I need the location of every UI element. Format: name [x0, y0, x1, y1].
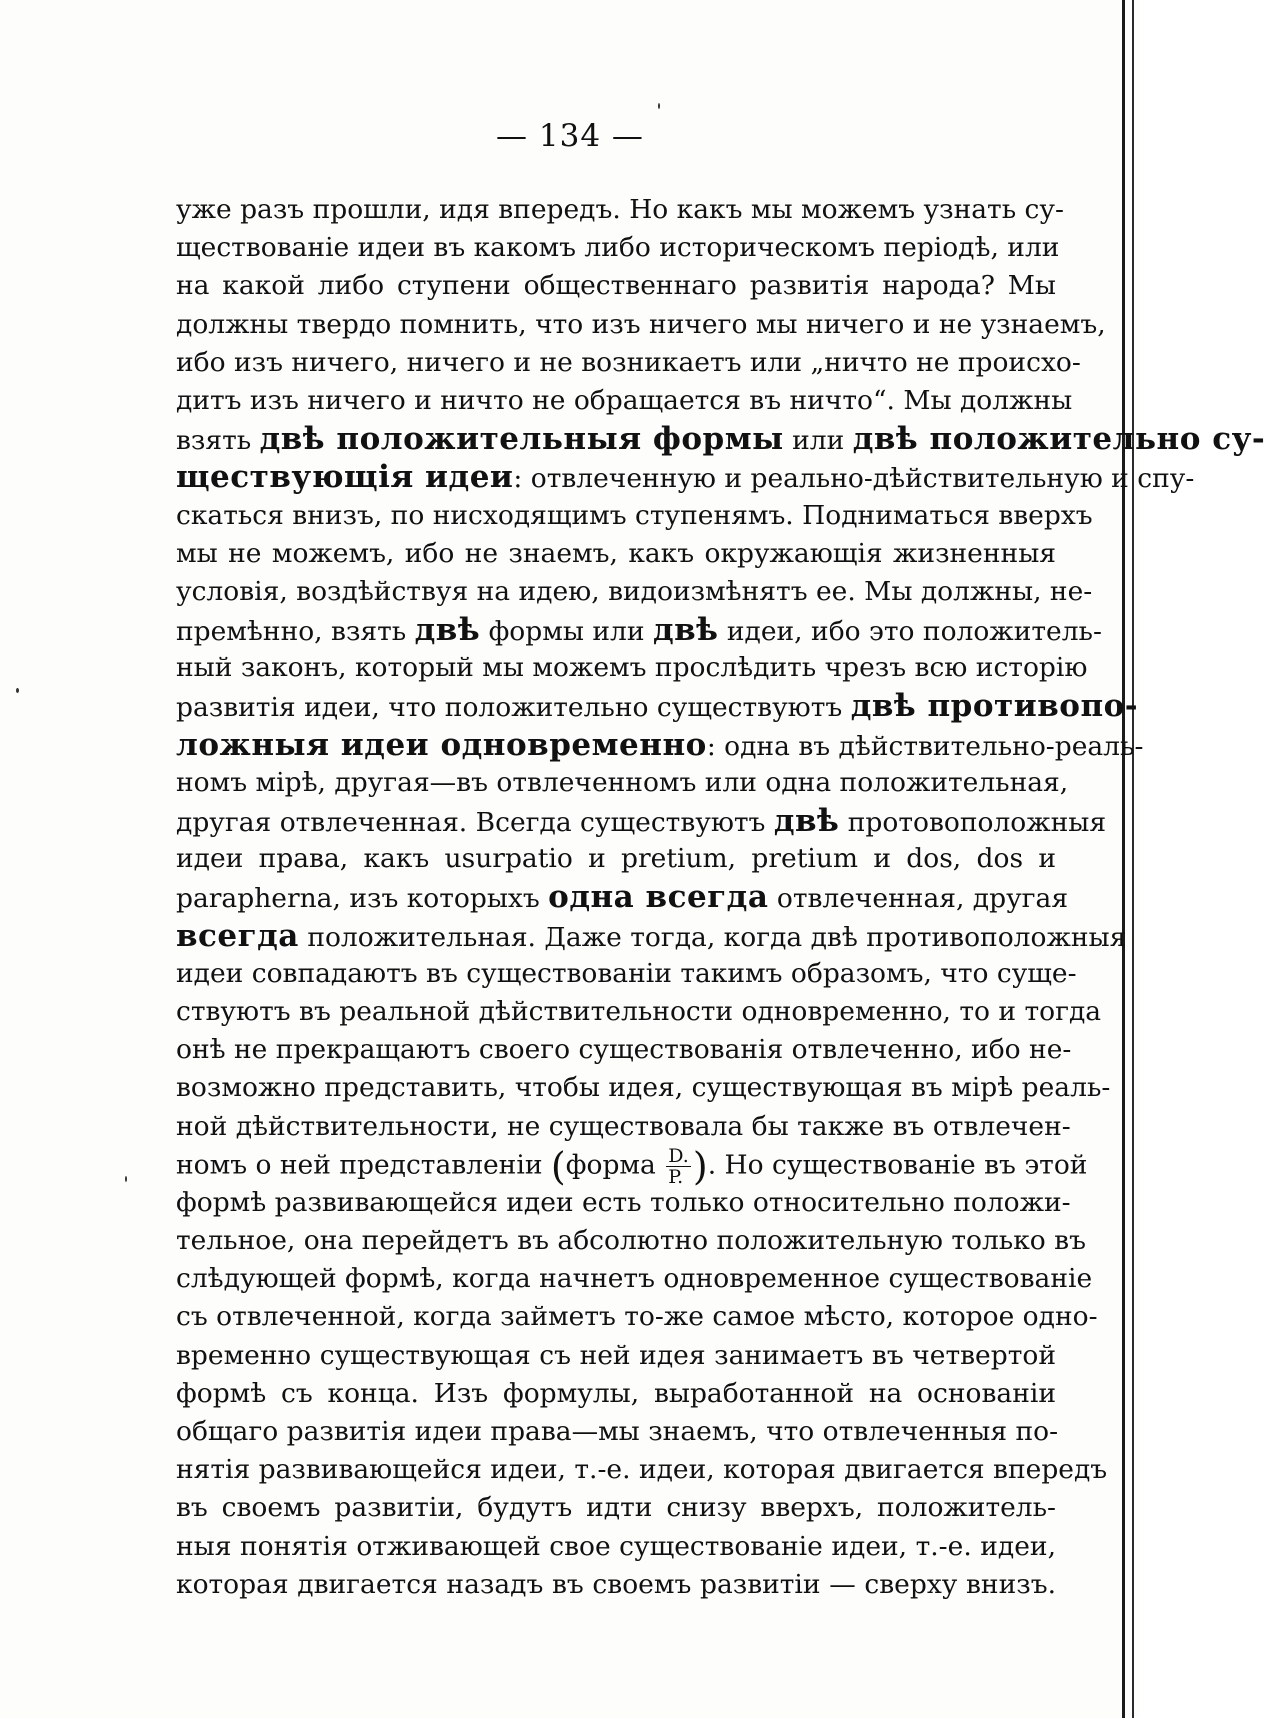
emphasized-text: двѣ: [652, 612, 719, 649]
fraction-denominator: P.: [668, 1165, 684, 1188]
text-segment: условія, воздѣйствуя на идею, видоизмѣнятъ ее. Мы должны, не-: [176, 575, 1093, 607]
text-line: [176, 344, 1081, 382]
ink-speck: [16, 688, 19, 693]
text-segment: общаго развитія идеи права—мы знаемъ, что отвлеченныя по-: [176, 1416, 1059, 1447]
fraction: [666, 1146, 691, 1187]
text-line: [176, 229, 1060, 267]
page-edge-line-outer: [1132, 0, 1134, 1718]
text-segment: или: [783, 425, 853, 457]
emphasized-text: двѣ положительныя формы: [259, 421, 784, 458]
emphasized-text: двѣ: [773, 803, 840, 839]
text-segment: дитъ изъ ничего и ничто не обращается въ ничто“. Мы должны: [176, 384, 1073, 416]
text-segment: идеи, ибо это положитель-: [718, 616, 1102, 648]
text-segment: ибо изъ ничего, ничего и не возникаетъ или „ничто не происхо-: [176, 346, 1081, 378]
text-line: [176, 726, 1144, 764]
emphasized-text: одна всегда: [548, 879, 769, 916]
text-line: [176, 687, 1139, 725]
ink-speck: [125, 1176, 127, 1182]
page-edge-line: [1122, 0, 1125, 1718]
ink-speck: [658, 103, 660, 109]
text-line: [176, 1298, 1098, 1336]
text-line: [176, 1108, 1071, 1146]
text-segment: развитія идеи, что положительно существуютъ: [176, 692, 851, 724]
text-segment: премѣнно, взять: [176, 616, 415, 648]
emphasized-text: всегда: [176, 917, 299, 954]
text-line: [176, 1222, 1086, 1260]
text-segment: номъ о ней представленіи: [176, 1149, 551, 1181]
text-line: [176, 1375, 1056, 1413]
text-segment: слѣдующей формѣ, когда начнетъ одновременное существованіе: [176, 1263, 1093, 1295]
text-line: [176, 382, 1073, 420]
parenthesis: ): [692, 1144, 708, 1189]
text-segment: взять: [176, 425, 260, 457]
text-line: [176, 535, 1056, 573]
text-segment: временно существующая съ ней идея занимаетъ въ четвертой: [176, 1339, 1056, 1371]
text-segment: мы не можемъ, ибо не знаемъ, какъ окружающія жизненныя: [176, 537, 1056, 569]
text-line: [176, 306, 1106, 344]
text-line: [176, 191, 1064, 229]
text-segment: должны твердо помнить, что изъ ничего мы ничего и не узнаемъ,: [176, 308, 1106, 340]
text-segment: съ отвлеченной, когда займетъ то-же самое мѣсто, которое одно-: [176, 1301, 1098, 1333]
page-number: — 134 —: [496, 118, 644, 154]
text-segment: другая отвлеченная. Всегда существуютъ: [176, 807, 774, 838]
text-line: [176, 1337, 1056, 1375]
text-line: [176, 420, 1265, 458]
text-segment: онѣ не прекращаютъ своего существованія отвлеченно, ибо не-: [176, 1034, 1072, 1066]
text-segment: : одна въ дѣйствительно-реаль-: [706, 730, 1144, 762]
text-line: [176, 497, 1093, 535]
text-line: [176, 1031, 1072, 1069]
text-line: [176, 878, 1069, 916]
text-segment: уже разъ прошли, идя впередъ. Но какъ мы можемъ узнать су-: [176, 194, 1064, 225]
emphasized-text: двѣ: [414, 612, 481, 649]
text-segment: форма: [565, 1149, 665, 1181]
text-line: [176, 458, 1195, 496]
body-text: [176, 191, 1265, 1604]
text-line: [176, 955, 1077, 993]
text-segment: номъ мірѣ, другая—въ отвлеченномъ или одна положительная,: [176, 766, 1069, 798]
text-segment: скаться внизъ, по нисходящимъ ступенямъ. Подниматься вверхъ: [176, 499, 1093, 531]
emphasized-text: двѣ положительно су-: [852, 421, 1265, 458]
text-line: [176, 1069, 1111, 1107]
text-segment: которая двигается назадъ въ своемъ развитіи — сверху внизъ.: [176, 1568, 1056, 1600]
text-segment: на какой либо ступени общественнаго развитія народа? Мы: [176, 270, 1056, 302]
emphasized-text: ществующія идеи: [176, 459, 514, 496]
text-segment: parapherna, изъ которыхъ: [176, 883, 549, 915]
text-line: [176, 802, 1107, 840]
text-segment: ствуютъ въ реальной дѣйствительности одновременно, то и тогда: [176, 995, 1102, 1027]
text-segment: ной дѣйствительности, не существовала бы также въ отвлечен-: [176, 1110, 1071, 1142]
text-line: [176, 1184, 1071, 1222]
text-segment: протовоположныя: [839, 807, 1107, 838]
text-line: [176, 917, 1127, 955]
text-line: [176, 267, 1056, 305]
text-line: [176, 1144, 1088, 1189]
text-line: [176, 611, 1102, 649]
text-line: [176, 1528, 1056, 1566]
emphasized-text: ложныя идеи одновременно: [176, 726, 707, 763]
text-segment: формѣ съ конца. Изъ формулы, выработанной на основаніи: [176, 1377, 1056, 1409]
text-segment: идеи права, какъ usurpatio и pretium, pretium и dos, dos и: [176, 843, 1056, 875]
text-segment: : отвлеченную и реально-дѣйствительную и спу-: [513, 463, 1195, 495]
fraction-numerator: D.: [668, 1144, 689, 1167]
text-line: [176, 993, 1102, 1031]
text-segment: идеи совпадаютъ въ существованіи такимъ образомъ, что суще-: [176, 957, 1077, 989]
text-segment: ныя понятія отживающей свое существованіе идеи, т.-е. идеи,: [176, 1530, 1056, 1562]
text-segment: тельное, она перейдетъ въ абсолютно положительную только въ: [176, 1225, 1086, 1257]
text-line: [176, 1566, 1056, 1604]
text-line: [176, 764, 1069, 802]
text-line: [176, 649, 1088, 687]
text-line: [176, 840, 1056, 878]
text-segment: формѣ развивающейся идеи есть только относительно положи-: [176, 1186, 1071, 1218]
text-line: [176, 1451, 1108, 1489]
text-line: [176, 1260, 1093, 1298]
text-segment: возможно представить, чтобы идея, существующая въ мірѣ реаль-: [176, 1072, 1111, 1104]
parenthesis: (: [550, 1144, 566, 1189]
text-line: [176, 573, 1093, 611]
text-segment: отвлеченная, другая: [768, 883, 1069, 915]
text-segment: въ своемъ развитіи, будутъ идти снизу вверхъ, положитель-: [176, 1492, 1056, 1524]
text-segment: ществованіе идеи въ какомъ либо историческомъ періодѣ, или: [176, 232, 1060, 264]
text-segment: формы или: [480, 616, 653, 648]
emphasized-text: двѣ противопо-: [850, 688, 1139, 725]
text-line: [176, 1489, 1056, 1527]
text-segment: нятія развивающейся идеи, т.-е. идеи, которая двигается впередъ: [176, 1454, 1108, 1486]
text-segment: . Но существованіе въ этой: [707, 1149, 1088, 1181]
text-segment: положительная. Даже тогда, когда двѣ противоположныя: [298, 921, 1127, 953]
text-segment: ный законъ, который мы можемъ прослѣдить чрезъ всю исторію: [176, 652, 1088, 684]
text-line: [176, 1413, 1059, 1451]
